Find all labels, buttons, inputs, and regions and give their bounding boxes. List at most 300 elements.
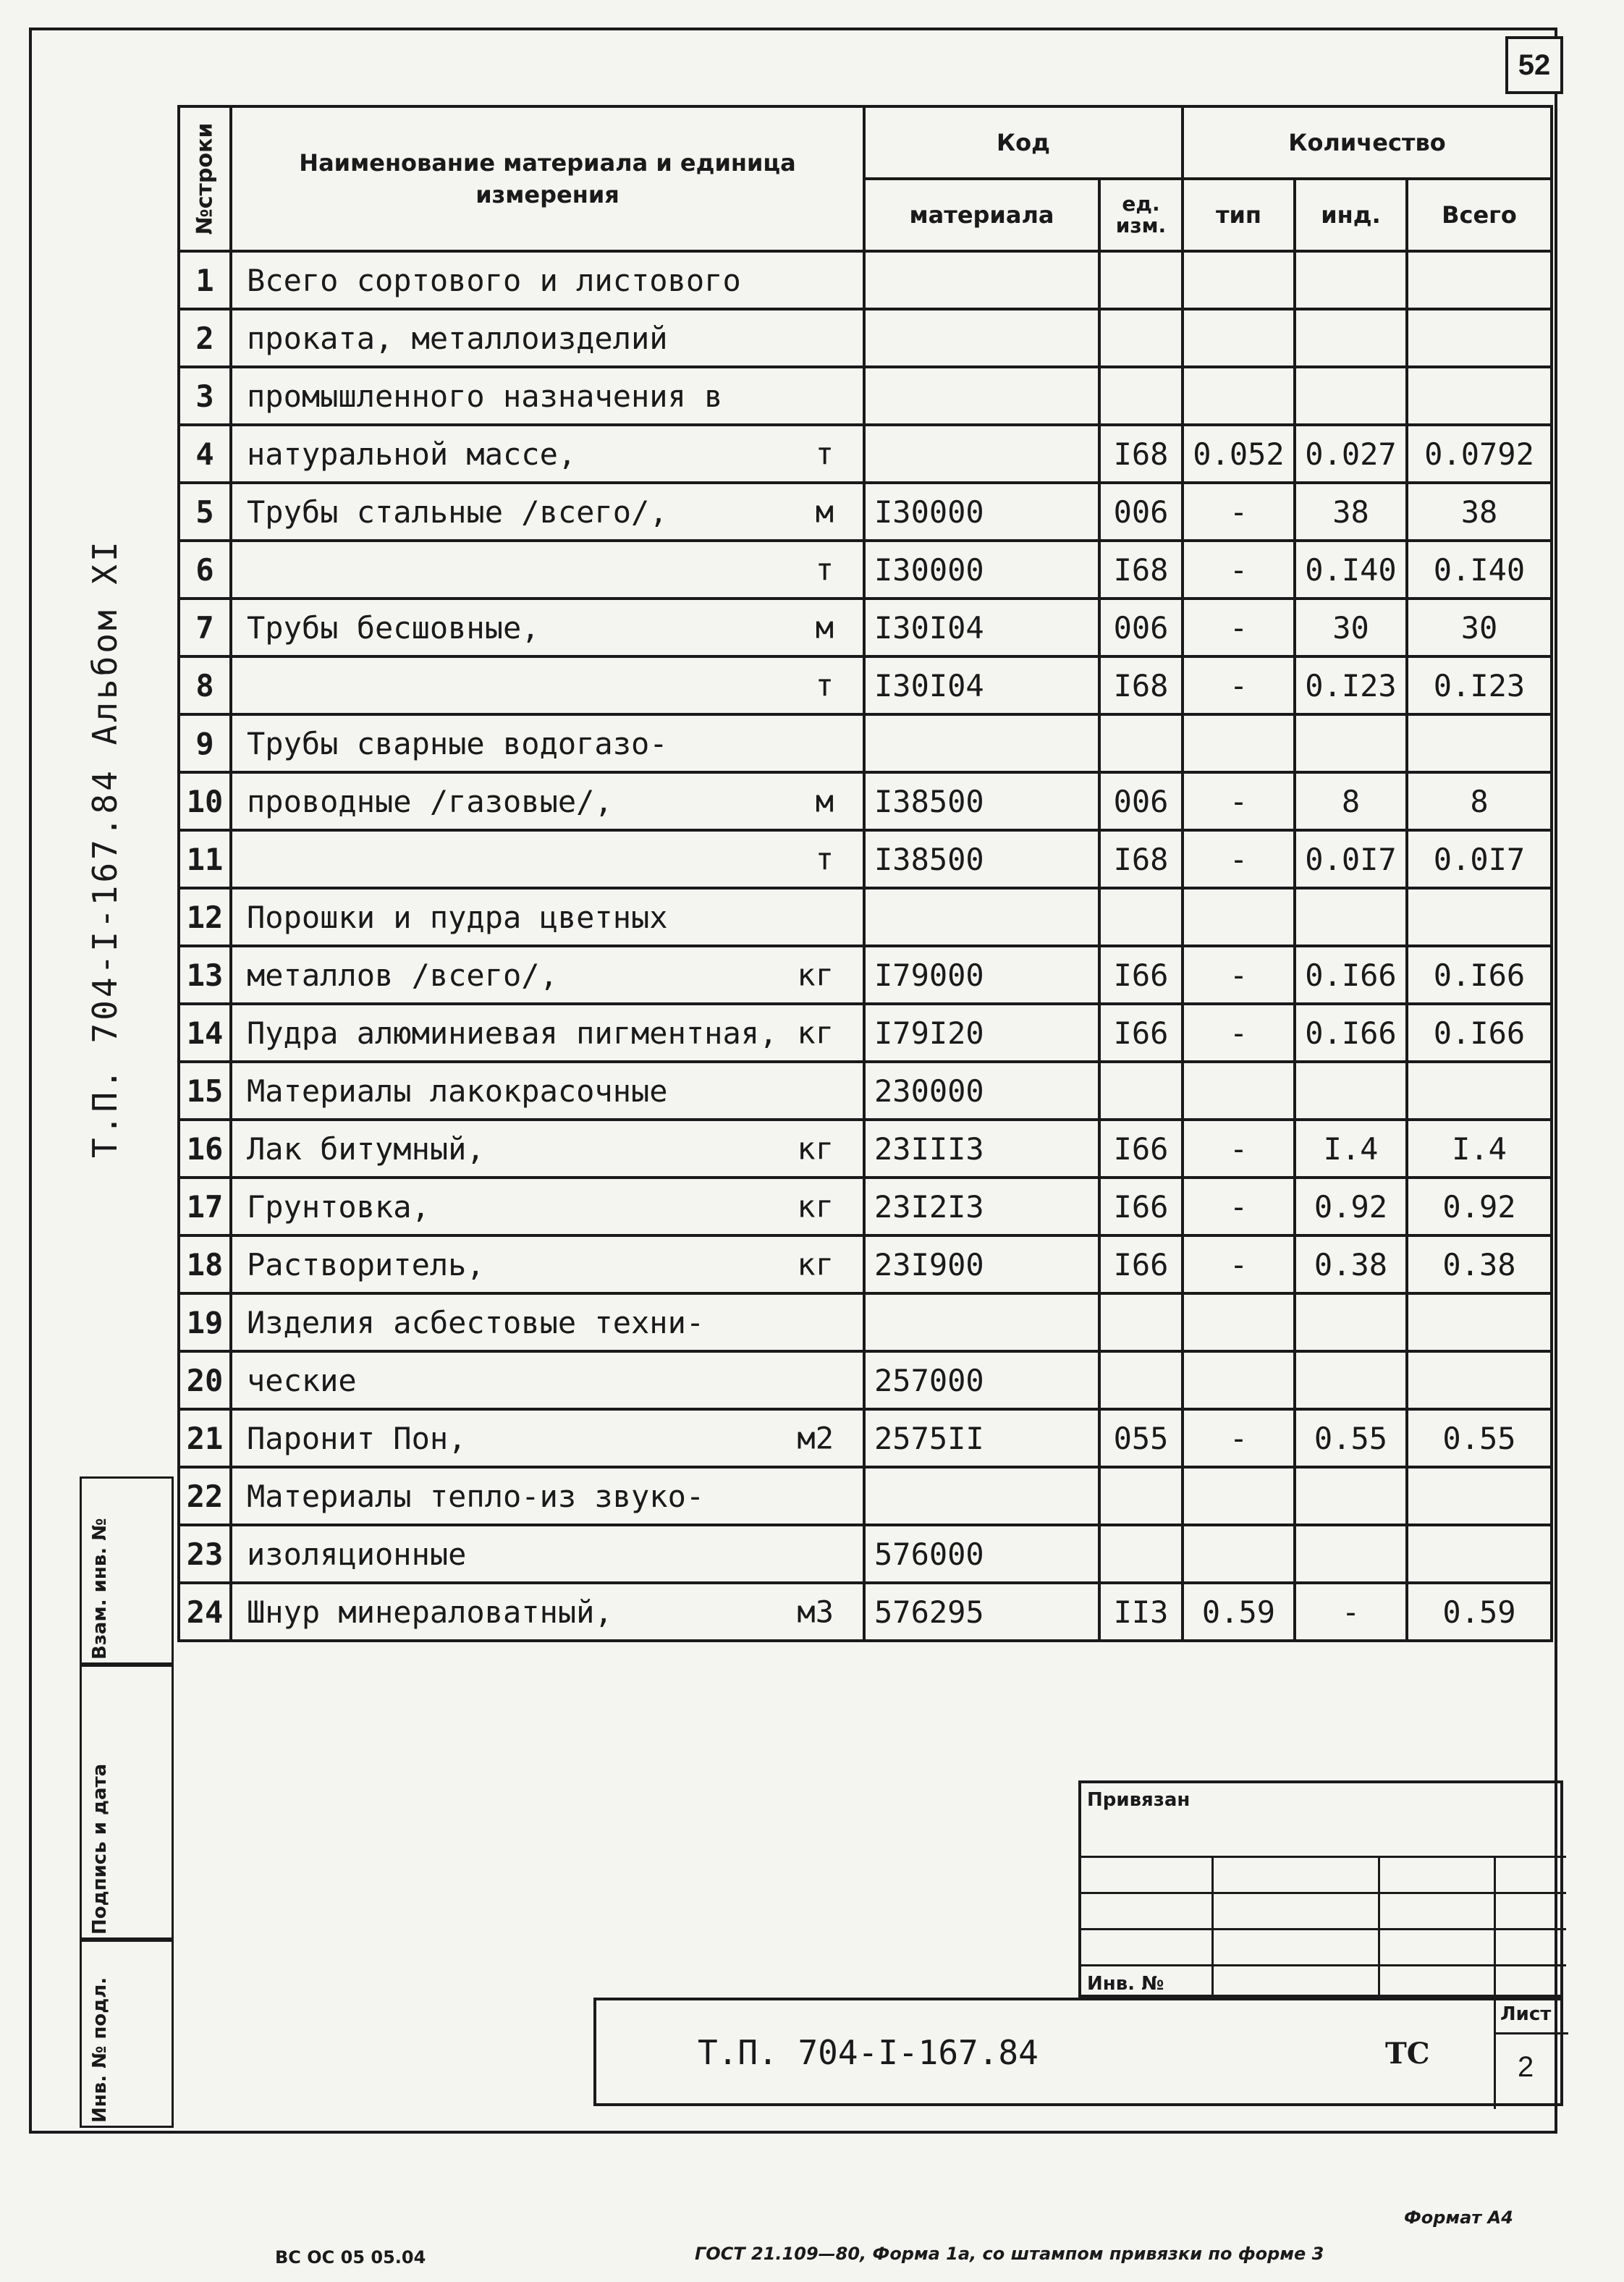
row-number-text: 10: [186, 783, 224, 819]
inv-label: Инв. № подл.: [89, 1977, 111, 2123]
row-qty-type: [1183, 483, 1295, 541]
row-name: [231, 946, 864, 1004]
table-row: [179, 1351, 1552, 1409]
row-qty-total: [1407, 425, 1552, 483]
row-name: [231, 656, 864, 714]
row-name: [231, 1004, 864, 1062]
row-name: [231, 1178, 864, 1235]
row-qty-type-text: -: [1229, 609, 1248, 646]
header-code: Код: [864, 106, 1183, 179]
row-name: [231, 1235, 864, 1293]
footer-gost: ГОСТ 21.109—80, Форма 1а, со штампом привязки по форме 3: [695, 2244, 1324, 2264]
row-name: [231, 309, 864, 367]
row-number: [179, 714, 231, 772]
row-code: [864, 251, 1099, 309]
row-qty-total-text: 30: [1460, 609, 1498, 646]
row-code: [864, 656, 1099, 714]
row-qty-ind: [1295, 1583, 1407, 1641]
table-row: [179, 1293, 1552, 1351]
podpis-label: Подпись и дата: [89, 1763, 111, 1935]
row-number: [179, 599, 231, 656]
table-row: [179, 1178, 1552, 1235]
row-number-text: 4: [195, 436, 214, 472]
row-unit-code: [1099, 1120, 1183, 1178]
row-qty-total-text: 0.I23: [1433, 667, 1526, 703]
row-number: [179, 1178, 231, 1235]
row-qty-type: [1183, 541, 1295, 599]
table-row: [179, 656, 1552, 714]
row-qty-total-text: 0.92: [1442, 1188, 1516, 1225]
row-number-text: 24: [186, 1594, 224, 1630]
row-unit: кг: [797, 957, 834, 993]
row-qty-total: [1407, 946, 1552, 1004]
row-qty-total: [1407, 251, 1552, 309]
row-unit: м: [815, 783, 834, 819]
row-number-text: 1: [195, 262, 214, 298]
row-qty-type-text: -: [1229, 783, 1248, 819]
row-qty-ind-text: 38: [1332, 494, 1369, 530]
row-unit: т: [815, 436, 834, 472]
row-unit-code: [1099, 1062, 1183, 1120]
row-number: [179, 1004, 231, 1062]
row-unit-code: [1099, 656, 1183, 714]
row-code: [864, 1120, 1099, 1178]
row-unit: м3: [797, 1594, 834, 1630]
row-name-text: ческие: [247, 1362, 357, 1398]
row-unit: т: [815, 552, 834, 588]
row-qty-type: [1183, 367, 1295, 425]
row-qty-total: [1407, 1467, 1552, 1525]
row-name: [231, 483, 864, 541]
row-qty-ind: [1295, 425, 1407, 483]
row-name: [231, 714, 864, 772]
row-name-text: проката, металлоизделий: [247, 320, 668, 356]
row-qty-ind-text: 0.I40: [1305, 552, 1397, 588]
table-row: [179, 772, 1552, 830]
row-unit: т: [815, 841, 834, 877]
row-number: [179, 830, 231, 888]
row-code: [864, 1178, 1099, 1235]
row-qty-type: [1183, 772, 1295, 830]
row-code: [864, 1525, 1099, 1583]
privyazan-label: Привязан: [1087, 1789, 1190, 1811]
row-qty-total: [1407, 772, 1552, 830]
row-number: [179, 1351, 231, 1409]
row-qty-type: [1183, 1062, 1295, 1120]
row-code-text: 576000: [874, 1536, 984, 1572]
row-qty-total: [1407, 1583, 1552, 1641]
row-qty-ind-text: 0.I23: [1305, 667, 1397, 703]
row-unit-code: [1099, 1525, 1183, 1583]
row-unit-code: [1099, 946, 1183, 1004]
row-qty-ind-text: 8: [1341, 783, 1361, 819]
row-unit-code-text: I68: [1113, 841, 1169, 877]
row-unit-code: [1099, 1583, 1183, 1641]
title-doc: Т.П. 704-I-167.84: [698, 2033, 1039, 2072]
row-number-text: 3: [195, 378, 214, 414]
row-qty-type-text: -: [1229, 494, 1248, 530]
row-name-text: Растворитель,: [247, 1246, 485, 1282]
row-unit-code-text: I68: [1113, 667, 1169, 703]
row-number-text: 23: [186, 1536, 224, 1572]
row-code-text: I38500: [874, 783, 984, 819]
row-name-text: проводные /газовые/,: [247, 783, 613, 819]
row-qty-total-text: 0.0792: [1424, 436, 1534, 472]
row-qty-type-text: -: [1229, 1188, 1248, 1225]
header-row-no: №строки: [179, 106, 231, 251]
row-qty-type: [1183, 656, 1295, 714]
row-code: [864, 367, 1099, 425]
row-code: [864, 714, 1099, 772]
row-code-text: 2575II: [874, 1420, 984, 1456]
row-name-text: Порошки и пудра цветных: [247, 899, 668, 935]
row-number: [179, 1120, 231, 1178]
row-number: [179, 888, 231, 946]
row-name-text: Шнур минераловатный,: [247, 1594, 613, 1630]
header-qty-ind: инд.: [1295, 179, 1407, 251]
row-qty-total-text: I.4: [1452, 1131, 1507, 1167]
row-name-text: металлов /всего/,: [247, 957, 558, 993]
row-qty-total-text: 0.I40: [1433, 552, 1526, 588]
row-unit: м2: [797, 1420, 834, 1456]
row-qty-ind-text: 0.I66: [1305, 957, 1397, 993]
row-code: [864, 599, 1099, 656]
row-qty-ind-text: 0.027: [1305, 436, 1397, 472]
row-qty-total-text: 0.59: [1442, 1594, 1516, 1630]
row-name: [231, 1062, 864, 1120]
row-number-text: 13: [186, 957, 224, 993]
table-row: [179, 1525, 1552, 1583]
row-unit-code: [1099, 599, 1183, 656]
row-code-text: 23I2I3: [874, 1188, 984, 1225]
row-number: [179, 541, 231, 599]
row-name-text: промышленного назначения в: [247, 378, 723, 414]
row-unit-code: [1099, 251, 1183, 309]
row-name: [231, 888, 864, 946]
table-row: [179, 599, 1552, 656]
row-qty-total-text: 0.55: [1442, 1420, 1516, 1456]
sheet-number: 2: [1518, 2051, 1534, 2083]
table-row: [179, 1409, 1552, 1467]
row-number-text: 9: [195, 725, 214, 761]
row-code: [864, 772, 1099, 830]
row-unit-code: [1099, 1004, 1183, 1062]
row-unit: т: [815, 667, 834, 703]
row-number-text: 11: [186, 841, 224, 877]
row-number-text: 14: [186, 1015, 224, 1051]
table-row: [179, 367, 1552, 425]
row-number: [179, 1235, 231, 1293]
row-qty-type-text: -: [1229, 1015, 1248, 1051]
row-qty-total: [1407, 367, 1552, 425]
row-qty-ind: [1295, 1525, 1407, 1583]
inv-no-label: Инв. №: [1087, 1973, 1164, 1995]
row-unit-code: [1099, 425, 1183, 483]
table-row: [179, 1120, 1552, 1178]
table-row: [179, 1062, 1552, 1120]
row-qty-ind-text: -: [1341, 1594, 1361, 1630]
row-qty-type-text: 0.59: [1201, 1594, 1276, 1630]
row-unit-code: [1099, 367, 1183, 425]
row-qty-total-text: 38: [1460, 494, 1498, 530]
row-qty-total: [1407, 309, 1552, 367]
row-unit-code: [1099, 1235, 1183, 1293]
row-number: [179, 1293, 231, 1351]
table-row: [179, 946, 1552, 1004]
row-name-text: Трубы бесшовные,: [247, 609, 540, 646]
row-unit: м: [815, 609, 834, 646]
row-unit-code-text: I66: [1113, 1188, 1169, 1225]
row-number-text: 6: [195, 552, 214, 588]
row-code: [864, 1583, 1099, 1641]
title-block: [593, 1998, 1563, 2106]
row-qty-type: [1183, 888, 1295, 946]
row-name-text: изоляционные: [247, 1536, 467, 1572]
row-code-text: I30000: [874, 552, 984, 588]
row-name: [231, 830, 864, 888]
row-qty-type-text: 0.052: [1193, 436, 1285, 472]
row-qty-ind-text: 0.I66: [1305, 1015, 1397, 1051]
row-unit-code: [1099, 1178, 1183, 1235]
row-unit: кг: [797, 1131, 834, 1167]
row-code-text: I30000: [874, 494, 984, 530]
row-qty-type: [1183, 1235, 1295, 1293]
row-unit: м: [815, 494, 834, 530]
table-row: [179, 1235, 1552, 1293]
row-name: [231, 772, 864, 830]
row-name: [231, 1409, 864, 1467]
row-number-text: 5: [195, 494, 214, 530]
row-qty-ind: [1295, 1409, 1407, 1467]
table-row: [179, 483, 1552, 541]
row-qty-total: [1407, 1062, 1552, 1120]
row-qty-ind-text: 0.38: [1314, 1246, 1388, 1282]
row-number: [179, 367, 231, 425]
table-row: [179, 830, 1552, 888]
row-name-text: Изделия асбестовые техни-: [247, 1304, 705, 1340]
row-qty-type: [1183, 599, 1295, 656]
row-unit-code-text: I66: [1113, 1246, 1169, 1282]
row-qty-type-text: -: [1229, 552, 1248, 588]
footer-left: ВС ОС 05 05.04: [275, 2247, 426, 2268]
row-qty-type: [1183, 1583, 1295, 1641]
row-qty-ind: [1295, 1004, 1407, 1062]
row-number: [179, 425, 231, 483]
row-qty-ind: [1295, 772, 1407, 830]
row-qty-type-text: -: [1229, 957, 1248, 993]
header-qty-type: тип: [1183, 179, 1295, 251]
row-number-text: 18: [186, 1246, 224, 1282]
row-number: [179, 1467, 231, 1525]
row-name-text: Пудра алюминиевая пигментная,: [247, 1015, 778, 1051]
header-code-unit: ед. изм.: [1099, 179, 1183, 251]
row-code: [864, 1235, 1099, 1293]
row-code: [864, 1351, 1099, 1409]
row-number: [179, 251, 231, 309]
row-qty-total: [1407, 541, 1552, 599]
row-qty-total-text: 8: [1470, 783, 1489, 819]
row-qty-type: [1183, 1004, 1295, 1062]
row-number: [179, 656, 231, 714]
sheet-cell: [1494, 2000, 1568, 2109]
row-unit-code: [1099, 772, 1183, 830]
title-code: ТС: [1385, 2037, 1430, 2071]
row-number: [179, 946, 231, 1004]
row-name: [231, 1583, 864, 1641]
podpis-cell: [80, 1665, 174, 1940]
row-name: [231, 1525, 864, 1583]
row-qty-total: [1407, 1235, 1552, 1293]
row-qty-ind-text: I.4: [1323, 1131, 1379, 1167]
row-unit-code-text: 006: [1113, 494, 1169, 530]
row-qty-type-text: -: [1229, 1246, 1248, 1282]
row-name-text: Лак битумный,: [247, 1131, 485, 1167]
row-qty-type-text: -: [1229, 1131, 1248, 1167]
row-number-text: 2: [195, 320, 214, 356]
row-qty-type: [1183, 1467, 1295, 1525]
row-qty-total: [1407, 599, 1552, 656]
row-number-text: 12: [186, 899, 224, 935]
row-unit-code: [1099, 830, 1183, 888]
row-number-text: 20: [186, 1362, 224, 1398]
row-number-text: 19: [186, 1304, 224, 1340]
table-row: [179, 1467, 1552, 1525]
row-number-text: 8: [195, 667, 214, 703]
row-unit-code: [1099, 483, 1183, 541]
row-qty-ind: [1295, 888, 1407, 946]
row-qty-ind: [1295, 541, 1407, 599]
row-number-text: 17: [186, 1188, 224, 1225]
table-row: [179, 1583, 1552, 1641]
row-number: [179, 1525, 231, 1583]
row-code: [864, 830, 1099, 888]
row-qty-ind-text: 0.55: [1314, 1420, 1388, 1456]
row-unit: кг: [797, 1246, 834, 1282]
row-qty-total: [1407, 1120, 1552, 1178]
row-qty-ind: [1295, 1120, 1407, 1178]
row-code-text: I79000: [874, 957, 984, 993]
row-name-text: Трубы сварные водогазо-: [247, 725, 668, 761]
row-code-text: 23I900: [874, 1246, 984, 1282]
row-name-text: Паронит Пон,: [247, 1420, 467, 1456]
row-qty-ind-text: 0.92: [1314, 1188, 1388, 1225]
row-qty-ind: [1295, 1062, 1407, 1120]
row-qty-total-text: 0.I66: [1433, 957, 1526, 993]
row-name-text: Материалы лакокрасочные: [247, 1073, 668, 1109]
header-code-material: материала: [864, 179, 1099, 251]
row-unit-code-text: I68: [1113, 436, 1169, 472]
row-unit-code: [1099, 309, 1183, 367]
row-unit: кг: [797, 1015, 834, 1051]
row-unit-code: [1099, 1351, 1183, 1409]
row-number: [179, 483, 231, 541]
privyazan-block: [1078, 1780, 1563, 1998]
header-quantity: Количество: [1183, 106, 1552, 179]
row-code: [864, 309, 1099, 367]
row-qty-type-text: -: [1229, 667, 1248, 703]
row-qty-ind: [1295, 599, 1407, 656]
row-name: [231, 251, 864, 309]
row-name: [231, 367, 864, 425]
inv-cell: [80, 1940, 174, 2128]
row-qty-ind-text: 0.0I7: [1305, 841, 1397, 877]
row-qty-type: [1183, 251, 1295, 309]
row-qty-ind: [1295, 656, 1407, 714]
row-code: [864, 946, 1099, 1004]
row-unit: кг: [797, 1188, 834, 1225]
row-code-text: I30I04: [874, 667, 984, 703]
row-qty-total: [1407, 714, 1552, 772]
row-unit-code-text: 055: [1113, 1420, 1169, 1456]
row-code: [864, 541, 1099, 599]
row-number: [179, 772, 231, 830]
row-number: [179, 1409, 231, 1467]
row-code-text: I38500: [874, 841, 984, 877]
row-code-text: 576295: [874, 1594, 984, 1630]
row-name-text: натуральной массе,: [247, 436, 577, 472]
side-title: Т.П. 704-I-167.84 Альбом XI: [85, 538, 124, 1158]
sheet-label: Лист: [1500, 2003, 1552, 2025]
row-qty-type: [1183, 309, 1295, 367]
row-qty-type: [1183, 830, 1295, 888]
row-code: [864, 1004, 1099, 1062]
row-qty-ind: [1295, 251, 1407, 309]
row-code-text: 257000: [874, 1362, 984, 1398]
row-name: [231, 1120, 864, 1178]
row-unit-code-text: I66: [1113, 957, 1169, 993]
row-name: [231, 1351, 864, 1409]
row-qty-ind: [1295, 1351, 1407, 1409]
row-qty-ind: [1295, 1235, 1407, 1293]
materials-table: [177, 105, 1553, 1642]
row-qty-type: [1183, 425, 1295, 483]
row-qty-total: [1407, 1351, 1552, 1409]
row-unit-code-text: I66: [1113, 1131, 1169, 1167]
row-code: [864, 483, 1099, 541]
table-row: [179, 251, 1552, 309]
row-qty-ind: [1295, 1293, 1407, 1351]
row-unit-code: [1099, 541, 1183, 599]
row-qty-ind: [1295, 1467, 1407, 1525]
row-qty-total: [1407, 1525, 1552, 1583]
approval-strip: [80, 1476, 174, 2128]
row-number: [179, 1062, 231, 1120]
row-qty-total: [1407, 1293, 1552, 1351]
row-number-text: 7: [195, 609, 214, 646]
row-name: [231, 541, 864, 599]
row-code: [864, 888, 1099, 946]
row-number-text: 22: [186, 1478, 224, 1514]
row-number-text: 16: [186, 1131, 224, 1167]
row-code-text: I30I04: [874, 609, 984, 646]
row-qty-type: [1183, 1178, 1295, 1235]
table-row: [179, 714, 1552, 772]
row-unit-code-text: I68: [1113, 552, 1169, 588]
row-name: [231, 1467, 864, 1525]
row-qty-total-text: 0.0I7: [1433, 841, 1526, 877]
row-number: [179, 1583, 231, 1641]
row-code-text: 230000: [874, 1073, 984, 1109]
row-qty-ind: [1295, 946, 1407, 1004]
row-unit-code-text: 006: [1113, 783, 1169, 819]
row-qty-type: [1183, 1409, 1295, 1467]
row-unit-code: [1099, 714, 1183, 772]
row-qty-total: [1407, 1409, 1552, 1467]
row-unit-code-text: 006: [1113, 609, 1169, 646]
row-number-text: 15: [186, 1073, 224, 1109]
row-code: [864, 1293, 1099, 1351]
row-name-text: Всего сортового и листового: [247, 262, 741, 298]
